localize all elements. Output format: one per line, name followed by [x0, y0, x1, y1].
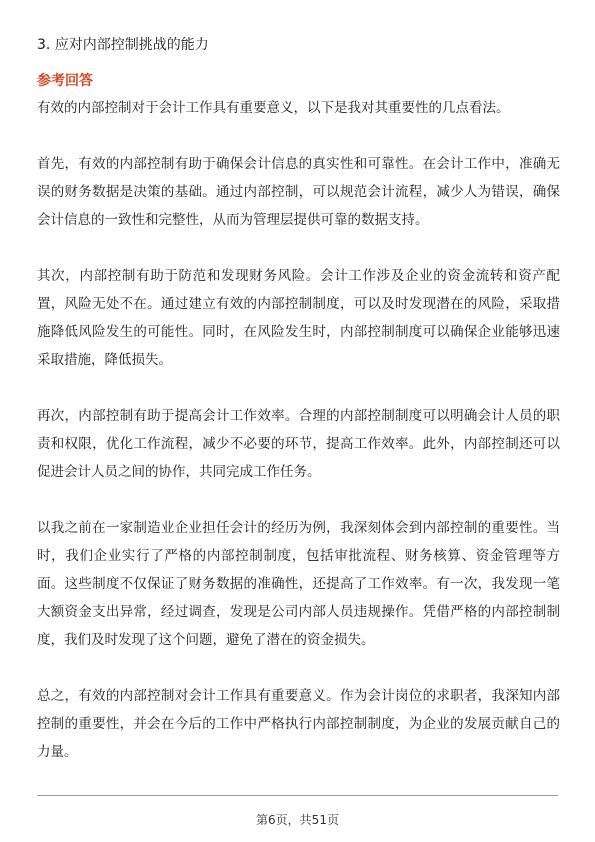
page-number: 第6页，共51页: [256, 813, 339, 827]
answer-paragraph-second: 其次，内部控制有助于防范和发现财务风险。会计工作涉及企业的资金流转和资产配置，风险无处不在。通过建立有效的内部控制制度，可以及时发现潜在的风险，采取措施降低风险发生的可能性。同时，在风险发生时，内部控制制度可以确保企业能够迅速采取措施，降低损失。: [37, 268, 560, 368]
answer-paragraph-third: 再次，内部控制有助于提高会计工作效率。合理的内部控制制度可以明确会计人员的职责和权限，优化工作流程，减少不必要的环节，提高工作效率。此外，内部控制还可以促进会计人员之间的协作，共同完成工作任务。: [37, 408, 560, 480]
answer-paragraph-intro: 有效的内部控制对于会计工作具有重要意义，以下是我对其重要性的几点看法。: [37, 100, 510, 116]
answer-paragraph-example: 以我之前在一家制造业企业担任会计的经历为例，我深刻体会到内部控制的重要性。当时，我们企业实行了严格的内部控制制度，包括审批流程、财务核算、资金管理等方面。这些制度不仅保证了财务数据的准确性，还提高了工作效率。有一次，我发现一笔大额资金支出异常，经过调查，发现是公司内部人员违规操作。凭借严格的内部控制制度，我们及时发现了这个问题，避免了潜在的资金损失。: [37, 520, 560, 648]
footer-divider: [37, 795, 558, 796]
answer-paragraph-conclusion: 总之，有效的内部控制对会计工作具有重要意义。作为会计岗位的求职者，我深知内部控制的重要性，并会在今后的工作中严格执行内部控制制度，为企业的发展贡献自己的力量。: [37, 688, 560, 760]
answer-paragraph-first: 首先，有效的内部控制有助于确保会计信息的真实性和可靠性。在会计工作中，准确无误的财务数据是决策的基础。通过内部控制，可以规范会计流程，减少人为错误，确保会计信息的一致性和完整性，从而为管理层提供可靠的数据支持。: [37, 156, 560, 228]
question-heading: 3. 应对内部控制挑战的能力: [37, 37, 209, 53]
answer-label: 参考回答: [37, 73, 93, 89]
answer-body: [37, 94, 560, 766]
